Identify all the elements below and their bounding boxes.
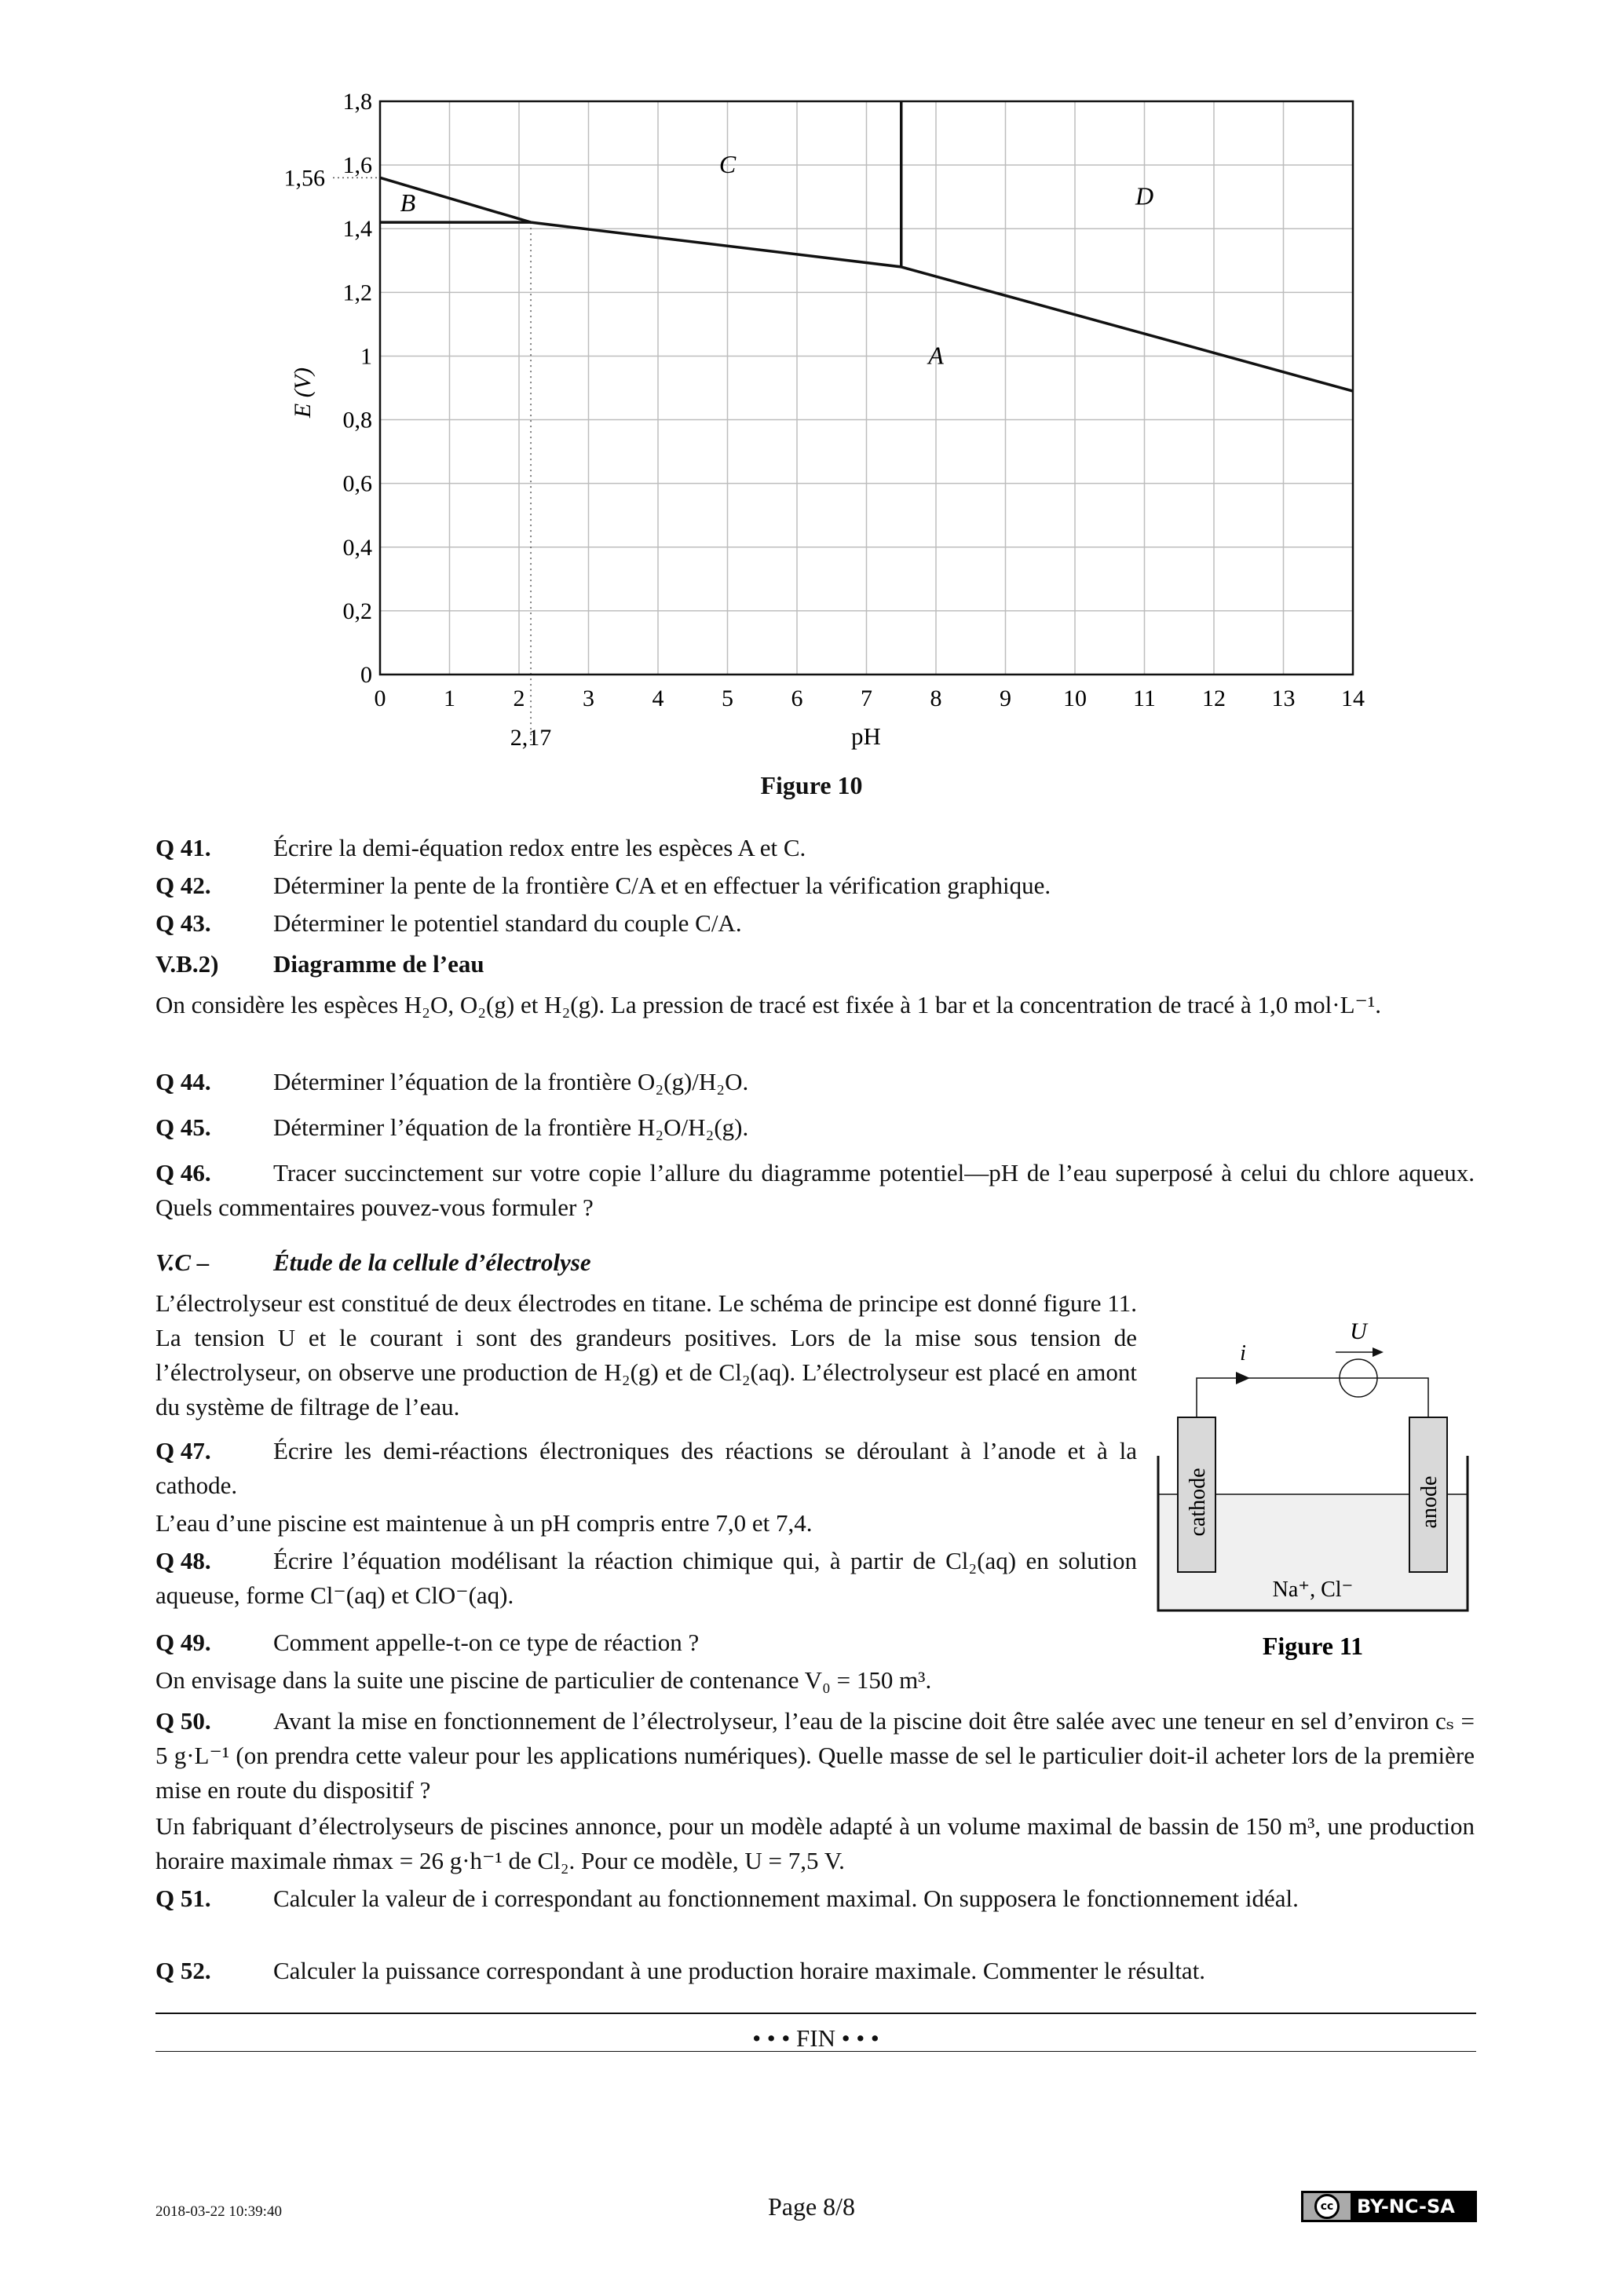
svg-text:0,6: 0,6 xyxy=(342,470,372,497)
section-vc-heading xyxy=(155,1245,1475,1280)
svg-text:10: 10 xyxy=(1063,686,1087,711)
top-divider xyxy=(155,2013,1476,2014)
svg-text:A: A xyxy=(928,341,944,370)
svg-text:2,17: 2,17 xyxy=(510,725,552,751)
license-text: BY-NC-SA xyxy=(1357,2195,1455,2217)
question-43 xyxy=(155,906,1475,941)
svg-text:1,6: 1,6 xyxy=(342,152,372,179)
section-number: V.C – xyxy=(155,1249,210,1276)
question-text: Écrire la demi-équation redox entre les espèces A et C. xyxy=(273,834,806,861)
question-41 xyxy=(155,831,1475,865)
question-number: Q 41. xyxy=(155,834,211,861)
creative-commons-icon: cc xyxy=(1314,2194,1340,2219)
svg-text:14: 14 xyxy=(1341,686,1365,711)
question-number: Q 43. xyxy=(155,909,211,937)
question-50 xyxy=(155,1704,1475,1808)
question-44 xyxy=(155,1065,1475,1099)
maker-note: Un fabriquant d’électrolyseurs de piscines annonce, pour un modèle adapté à un volume maximal de bassin de 150 m³, une production horaire maximale ṁmax = 26 g·h⁻¹ de Cl₂. Pour ce modèle, U = 7,5 V. xyxy=(155,1812,1475,1874)
question-text: Déterminer la pente de la frontière C/A et en effectuer la vérification graphique. xyxy=(273,872,1051,899)
page-number: Page 8/8 xyxy=(767,2192,856,2221)
question-text: Déterminer l’équation de la frontière H₂O/H₂(g). xyxy=(273,1113,749,1141)
question-number: Q 44. xyxy=(155,1068,211,1095)
section-title: Étude de la cellule d’électrolyse xyxy=(273,1249,591,1276)
question-45 xyxy=(155,1110,1475,1145)
svg-text:12: 12 xyxy=(1202,686,1226,711)
svg-text:4: 4 xyxy=(652,686,664,711)
question-51 xyxy=(155,1881,1475,1916)
voltage-label: U xyxy=(1350,1318,1367,1344)
question-text: Calculer la puissance correspondant à une production horaire maximale. Commenter le résultat. xyxy=(273,1957,1206,1984)
question-number: Q 52. xyxy=(155,1957,211,1984)
svg-text:D: D xyxy=(1135,181,1154,210)
question-42 xyxy=(155,868,1475,903)
y-axis-label: E (V) xyxy=(290,367,316,419)
footer-timestamp: 2018-03-22 10:39:40 xyxy=(155,2203,282,2220)
license-badge xyxy=(1301,2191,1477,2222)
section-vc-intro: L’électrolyseur est constitué de deux électrodes en titane. Le schéma de principe est donné figure 11. La tension U et le courant i sont des grandeurs positives. Lors de la mise sous tension de l’électrolyseur, on observe une production de H₂(g) et de Cl₂(aq). L’électrolyseur est placé en amont du système de filtrage de l’eau. xyxy=(155,1289,1137,1420)
svg-text:0,8: 0,8 xyxy=(342,407,372,433)
svg-text:1,8: 1,8 xyxy=(342,89,372,115)
question-text: Écrire les demi-réactions électroniques des réactions se déroulant à l’anode et à la cathode. xyxy=(155,1437,1137,1499)
question-text: Déterminer le potentiel standard du couple C/A. xyxy=(273,909,742,937)
figure-11-diagram xyxy=(1139,1303,1492,1680)
svg-text:C: C xyxy=(718,150,737,179)
question-text: Écrire l’équation modélisant la réaction chimique qui, à partir de Cl₂(aq) en solution aqueuse, forme Cl⁻(aq) et ClO⁻(aq). xyxy=(155,1547,1137,1609)
question-52 xyxy=(155,1954,1475,1988)
question-text: Calculer la valeur de i correspondant au fonctionnement maximal. On supposera le fonctionnement idéal. xyxy=(273,1885,1299,1912)
pool-note: On envisage dans la suite une piscine de particulier de contenance V₀ = 150 m³. xyxy=(155,1666,932,1694)
current-arrow-icon xyxy=(1236,1372,1250,1384)
figure-10-caption: Figure 10 xyxy=(760,771,863,799)
question-number: Q 50. xyxy=(155,1707,211,1735)
chart-region-labels xyxy=(400,150,1153,369)
svg-text:6: 6 xyxy=(791,686,803,711)
anode-label: anode xyxy=(1417,1475,1442,1529)
section-title: Diagramme de l’eau xyxy=(273,950,484,978)
question-number: Q 47. xyxy=(155,1437,211,1464)
solution-label: Na⁺, Cl⁻ xyxy=(1272,1578,1354,1602)
svg-text:13: 13 xyxy=(1271,686,1296,711)
svg-text:B: B xyxy=(400,188,416,217)
bottom-divider xyxy=(155,2051,1476,2052)
x-axis-label: pH xyxy=(851,722,881,750)
svg-text:0,2: 0,2 xyxy=(342,598,372,624)
svg-text:8: 8 xyxy=(930,686,942,711)
svg-text:1,2: 1,2 xyxy=(342,280,372,306)
question-text: Comment appelle-t-on ce type de réaction ? xyxy=(273,1629,700,1656)
question-number: Q 45. xyxy=(155,1113,211,1141)
svg-text:3: 3 xyxy=(583,686,594,711)
svg-text:0: 0 xyxy=(360,662,372,688)
svg-text:2: 2 xyxy=(513,686,525,711)
question-49 xyxy=(155,1625,1137,1660)
question-47 xyxy=(155,1434,1137,1503)
svg-text:5: 5 xyxy=(722,686,733,711)
section-vb2-heading xyxy=(155,947,1475,982)
svg-text:1: 1 xyxy=(360,343,372,370)
question-number: Q 48. xyxy=(155,1547,211,1574)
svg-text:1,4: 1,4 xyxy=(342,216,372,243)
end-marker: • • • FIN • • • xyxy=(752,2024,879,2052)
question-number: Q 49. xyxy=(155,1629,211,1656)
question-number: Q 46. xyxy=(155,1159,211,1186)
svg-text:11: 11 xyxy=(1133,686,1156,711)
figure-11-caption: Figure 11 xyxy=(1262,1632,1364,1660)
section-vb2-intro: On considère les espèces H₂O, O₂(g) et H₂(g). La pression de tracé est fixée à 1 bar et la concentration de tracé à 1,0 mol·L⁻¹. xyxy=(155,991,1381,1018)
ph-note: L’eau d’une piscine est maintenue à un pH compris entre 7,0 et 7,4. xyxy=(155,1509,813,1537)
question-48 xyxy=(155,1544,1137,1613)
section-number: V.B.2) xyxy=(155,950,219,978)
svg-text:1,56: 1,56 xyxy=(283,165,325,192)
question-text: Tracer succinctement sur votre copie l’allure du diagramme potentiel—pH de l’eau superposé à celui du chlore aqueux. Quels commentaires pouvez-vous formuler ? xyxy=(155,1159,1475,1221)
chart-grid xyxy=(333,101,1353,741)
question-number: Q 42. xyxy=(155,872,211,899)
svg-text:9: 9 xyxy=(1000,686,1011,711)
question-text: Déterminer l’équation de la frontière O₂(g)/H₂O. xyxy=(273,1068,749,1095)
question-text: Avant la mise en fonctionnement de l’électrolyseur, l’eau de la piscine doit être salée avec une teneur en sel d’environ cₛ = 5 g·L⁻¹ (on prendra cette valeur pour les applications numériques). Quelle masse de sel le particulier doit-il acheter lors de la première mise en route du dispositif ? xyxy=(155,1707,1475,1804)
cathode-label: cathode xyxy=(1186,1468,1210,1537)
figure-10-chart xyxy=(0,0,1623,785)
svg-text:0: 0 xyxy=(374,686,386,711)
question-number: Q 51. xyxy=(155,1885,211,1912)
svg-text:1: 1 xyxy=(444,686,455,711)
svg-text:7: 7 xyxy=(861,686,872,711)
question-46 xyxy=(155,1156,1475,1225)
circuit-wire xyxy=(1197,1378,1428,1417)
current-label: i xyxy=(1240,1341,1246,1366)
svg-text:0,4: 0,4 xyxy=(342,534,372,561)
